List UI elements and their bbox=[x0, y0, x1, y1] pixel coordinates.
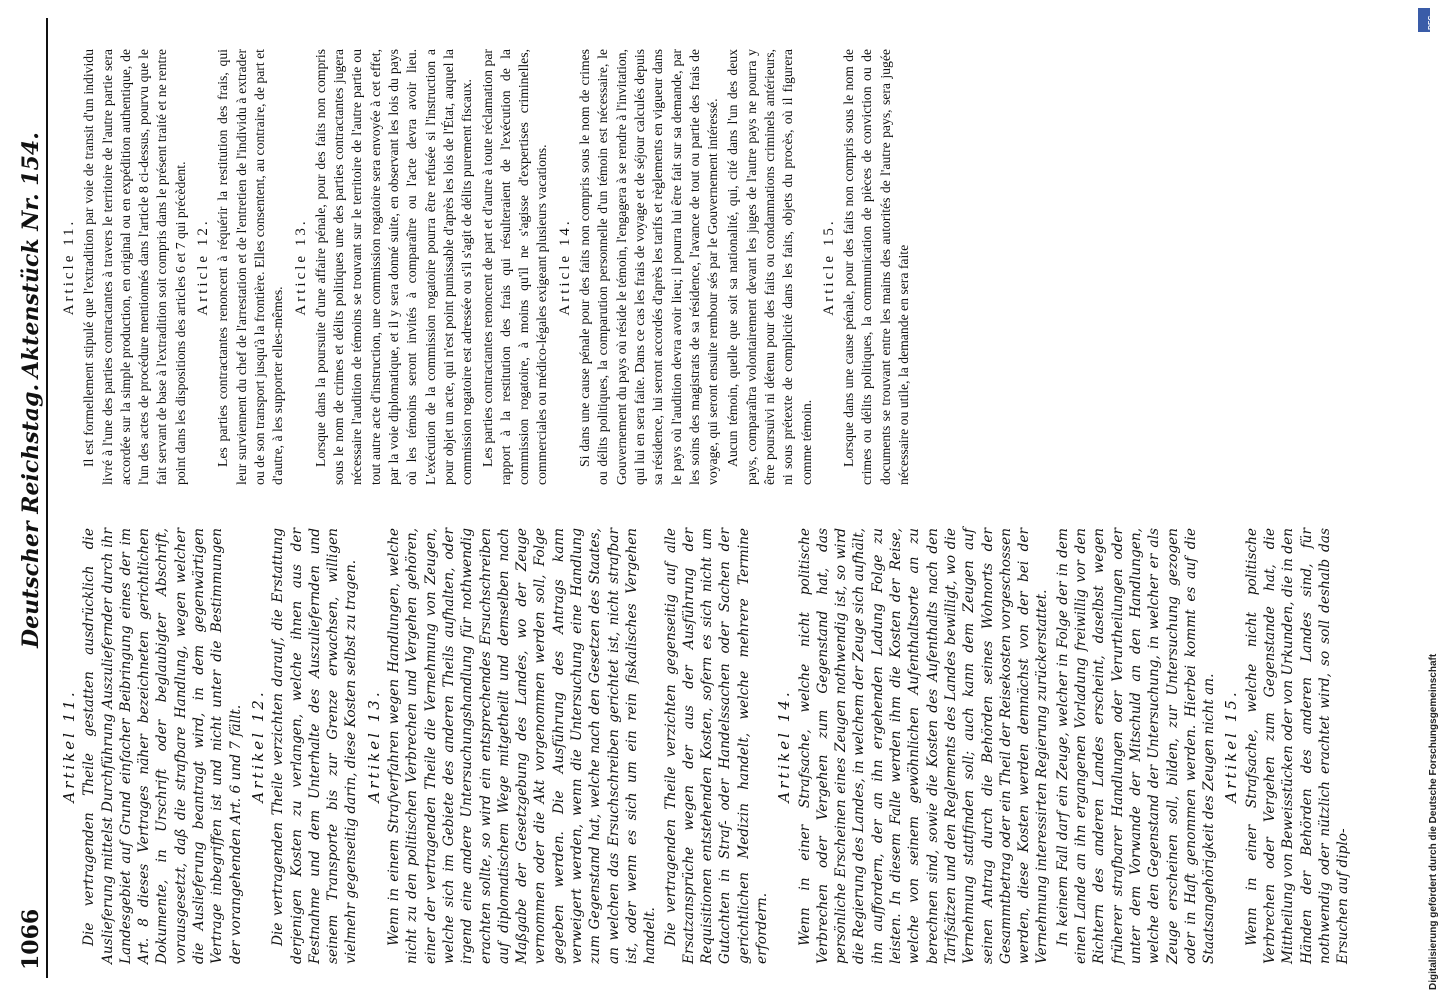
digitization-note-text: Digitalisierung gefördert durch die Deutsche Forschungsgemeinschaft bbox=[1428, 653, 1439, 990]
digitization-note bbox=[1400, 0, 1439, 1000]
de-art12-text: Die vertragenden Theile verzichten darauf, die Erstattung derjenigen Kosten zu verlangen, welche ihnen aus der Festnahme und dem Unterhalte des Auszuliefernden und seinem Transporte bis zur Grenze erwachsen, willigen vielmehr gegenseitig darin, diese Kosten selbst zu tragen. bbox=[270, 528, 360, 964]
fr-art13-text-2: Les parties contractantes renoncent de part et d'autre à toute réclamation par rapport à la restitution des frais qui résulteraient de l'exécution de la commission rogatoire, à moins qu'il ne s'agisse d'expertises criminelles, commerciales ou médico-légales exigeant plusieurs vacations. bbox=[479, 49, 550, 485]
header-left-title: Deutscher Reichstag. bbox=[18, 383, 44, 648]
page-header bbox=[16, 18, 48, 978]
de-art12-title: Artikel 12. bbox=[248, 689, 267, 803]
fr-art15-text: Lorsque dans une cause pénale, pour des faits non compris sous le nom de crimes ou délits politiques, la communication de pièces de conviction ou de documents se trouvant entre les mains des autorités de l'autre pays, sera jugée nécessaire ou utile, la demande en sera faite bbox=[841, 49, 912, 485]
fr-art14-text-2: Aucun témoin, quelle que soit sa nationalité, qui, cité dans l'un des deux pays, comparaîtra volontairement devant les juges de l'autre pays ne pourra y être poursuivi ni détenu pour des faits ou condamnations criminels antérieurs, ni sous prétexte de complicité dans les faits, objets du procès, où il figurera comme témoin. bbox=[725, 49, 814, 485]
fr-art15-title: Article 15. bbox=[820, 218, 837, 316]
fr-art14-title: Article 14. bbox=[556, 218, 573, 316]
dfg-logo-text: DFG bbox=[1428, 15, 1435, 30]
fr-art13-text-1: Lorsque dans la poursuite d'une affaire pénale, pour des faits non compris sous le nom de crimes et délits politiques une des parties contractantes jugera nécessaire l'audition de témoins se trouvant sur le territoire de l'autre partie ou tout autre acte d'instruction, une commission rogatoire sera envoyée à cet effet, par la voie diplomatique, et il y sera donné suite, en observant les lois du pays où les témoins seront invités à comparaître ou l'acte devra avoir lieu. L'exécution de la commission rogatoire pourra être refusée si l'instruction a pour objet un acte, qui n'est point punissable d'après les lois de l'État, auquel la commission rogatoire est adressée ou s'il s'agit de délits purement fiscaux. bbox=[312, 49, 475, 485]
de-art14-title: Artikel 14. bbox=[775, 689, 794, 803]
fr-art14-text-1: Si dans une cause pénale pour des faits non compris sous le nom de crimes ou délits politiques, la comparution personnelle d'un témoin est nécessaire, le Gouvernement du pays où réside le témoin, l'engagera à se rendre à l'invitation, qui lui en sera faite. Dans ce cas les frais de voyage et de séjour calculés depuis sa résidence, lui seront accordés d'après les tarifs et règlements en vigueur dans le pays où l'audition devra avoir lieu; il pourra lui être fait sur sa demande, par les soins des magistrats de sa résidence, l'avance de tout ou partie des frais de voyage, qui seront ensuite rembour sés par le Gouvernement intéressé. bbox=[577, 49, 721, 485]
fr-art12-title: Article 12. bbox=[195, 218, 212, 316]
de-art15-text: Wenn in einer Strafsache, welche nicht politische Verbrechen oder Vergehen zum Gegenstande hat, die Mittheilung von Beweisstücken oder von Urkunden, die in den Händen der Behörden des anderen Landes sind, für nothwendig oder nützlich erachtet wird, so soll deshalb das Ersuchen auf diplo- bbox=[1243, 528, 1352, 964]
fr-art11-text: Il est formellement stipulé que l'extradition par voie de transit d'un individu livré à l'une des parties contractantes à travers le territoire de l'autre partie sera accordée sur la simple production, en original ou en expédition authentique, de l'un des actes de procédure mentionnés dans l'article 8 ci-dessus, pourvu que le fait servant de base à l'extradition soit compris dans le présent traité et ne rentre point dans les dispositions des articles 6 et 7 qui précèdent. bbox=[81, 49, 188, 485]
de-art11-text: Die vertragenden Theile gestatten ausdrücklich die Auslieferung mittelst Durchführung Auszuliefernder durch ihr Landesgebiet auf Grund einfacher Beibringung eines der im Art. 8 dieses Vertrages näher bezeichneten gerichtlichen Dokumente, in Urschrift oder beglaubigter Abschrift, vorausgesetzt, daß die strafbare Handlung, wegen welcher die Auslieferung beantragt wird, in dem gegenwärtigen Vertrage inbegriffen ist und nicht unter die Bestimmungen der vorangehenden Art. 6 und 7 fällt. bbox=[81, 528, 244, 964]
de-art13-title: Artikel 13. bbox=[364, 689, 383, 803]
de-art14-text-2: In keinem Fall darf ein Zeuge, welcher in Folge der in dem einen Lande an ihn ergangenen Vorladung freiwillig vor den Richtern des anderen Landes erscheint, daselbst wegen früherer strafbarer Handlungen oder Verurtheilungen oder unter dem Vorwande der Mitschuld an den Handlungen, welche den Gegenstand der Untersuchung, in welcher er als Zeuge erscheinen soll, bilden, zur Untersuchung gezogen oder in Haft genommen werden. Hierbei kommt es auf die Staatsangehörigkeit des Zeugen nicht an. bbox=[1054, 528, 1218, 964]
de-art11-title: Artikel 11. bbox=[60, 689, 78, 803]
fr-art13-title: Article 13. bbox=[292, 218, 309, 316]
de-art15-title: Artikel 15. bbox=[1222, 689, 1241, 803]
de-art13-text-2: Die vertragenden Theile verzichten gegenseitig auf alle Ersatzansprüche wegen der aus der Ausführung der Requisitionen entstehenden Kosten, sofern es sich nicht um Gutachten in Straf- oder Handelssachen oder Sachen der gerichtlichen Medizin handelt, welche mehrere Termine erfordern. bbox=[662, 528, 770, 964]
page-number: 1066 bbox=[18, 908, 44, 970]
dfg-logo bbox=[1418, 8, 1435, 32]
french-column bbox=[56, 49, 1386, 485]
header-right-title: Aktenstück Nr. 154. bbox=[18, 132, 44, 378]
fr-art12-text: Les parties contractantes renoncent à réquérir la restitution des frais, qui leur surviennent du chef de l'arrestation et de l'entretien de l'individu à extrader ou de son transport jusqu'à la frontière. Elles consentent, au contraire, de part et d'autre, à les supporter elles-mêmes. bbox=[215, 49, 286, 485]
de-art14-text-1: Wenn in einer Strafsache, welche nicht politische Verbrechen oder Vergehen zum Gegenstand hat, das persönliche Erscheinen eines Zeugen nothwendig ist, so wird die Regierung des Landes, in welchem der Zeuge sich aufhält, ihn auffordern, der an ihn ergehenden Ladung Folge zu leisten. In diesem Falle werden ihm die Kosten der Reise, welche von seinem gewöhnlichen Aufenthaltsorte an zu berechnen sind, sowie die Kosten des Aufenthalts nach den Tarifsätzen und den Reglements des Landes bewilligt, wo die Vernehmung stattfinden soll; auch kann dem Zeugen auf seinen Antrag durch die Behörden seines Wohnorts der Gesammtbetrag oder ein Theil der Reisekosten vorgeschossen werden, diese Kosten werden demnächst von der bei der Vernehmung interessirten Regierung zurückerstattet. bbox=[796, 528, 1051, 964]
fr-art11-title: Article 11. bbox=[61, 218, 77, 316]
de-art13-text-1: Wenn in einem Strafverfahren wegen Handlungen, welche nicht zu den politischen Verbrechen und Vergehen gehören, einer der vertragenden Theile die Vernehmung von Zeugen, welche sich im Gebiete des anderen Theils aufhalten, oder irgend eine andere Untersuchungshandlung für nothwendig erachten sollte, so wird ein entsprechendes Ersuchschreiben auf diplomatischem Wege mitgetheilt und demselben nach Maßgabe der Gesetzgebung des Landes, wo der Zeuge vernommen oder die Akt vorgenommen werden soll, Folge gegeben werden. Die Ausführung des Antrags kann verweigert werden, wenn die Untersuchung eine Handlung zum Gegenstand hat, welche nach den Gesetzen des Staates, an welchen das Ersuchschreiben gerichtet ist, nicht strafbar ist, oder wenn es sich um ein rein fiskalisches Vergehen handelt. bbox=[386, 528, 659, 964]
german-column bbox=[56, 528, 1386, 964]
